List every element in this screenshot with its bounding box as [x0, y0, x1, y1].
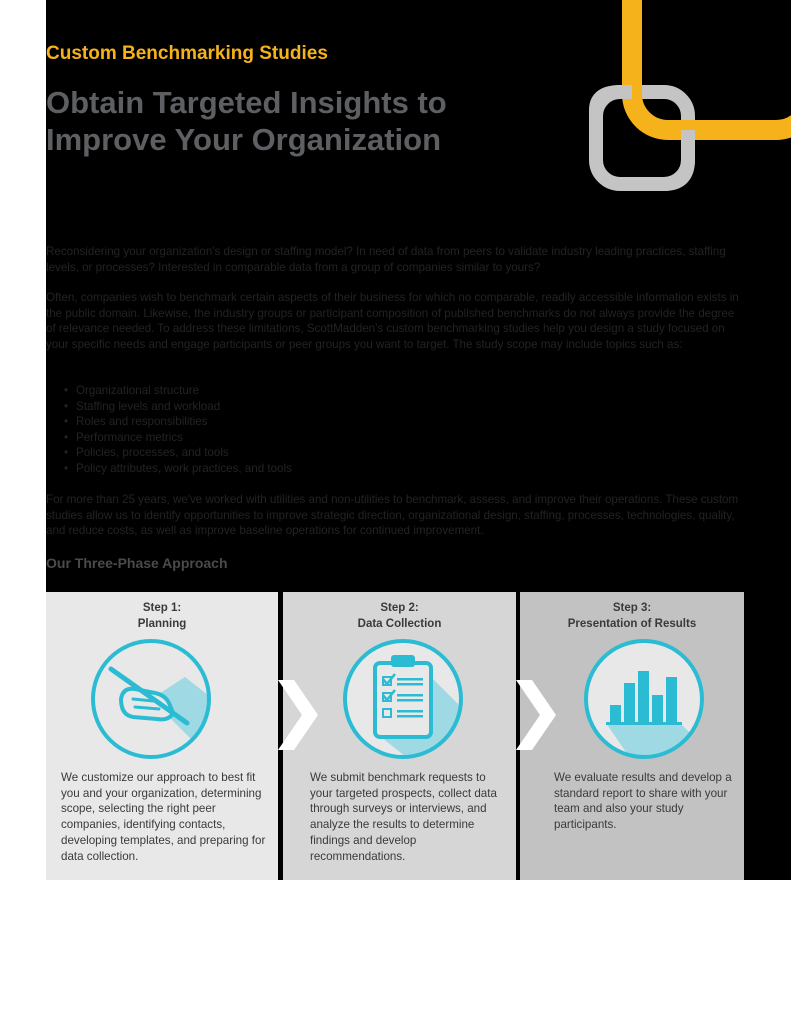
step-description: We evaluate results and develop a standard report to share with your team and also your study participants.	[554, 771, 732, 832]
bar-chart-icon	[582, 637, 706, 761]
step-number: Step 3:	[612, 602, 652, 614]
chevron-right-icon	[272, 680, 320, 750]
step-name: Presentation of Results	[567, 618, 697, 630]
list-item: • Organizational structure	[76, 383, 292, 399]
decorative-squares-graphic	[560, 0, 791, 210]
clipboard-checklist-icon	[341, 637, 465, 761]
step-name: Data Collection	[357, 618, 442, 630]
experience-paragraph: For more than 25 years, we've worked with utilities and non-utilities to benchmark, assess, and improve their operations. These custom studies allow us to identify opportunities to improve strategic direction, organizational design, staffing, processes, technologies, quality, and reduce costs, as well as improve baseline operations for continued improvement.	[46, 493, 739, 537]
document-kicker: Custom Benchmarking Studies	[46, 43, 328, 64]
chevron-right-icon	[510, 680, 558, 750]
list-item: • Roles and responsibilities	[76, 414, 292, 430]
step-name: Planning	[137, 618, 187, 630]
step-panel-planning	[46, 592, 278, 880]
step-heading	[283, 600, 516, 632]
step-heading	[46, 600, 278, 632]
document-title: Obtain Targeted Insights to Improve Your Organization	[46, 85, 447, 157]
list-item: • Policies, processes, and tools	[76, 445, 292, 461]
topics-list	[46, 383, 292, 477]
step-heading	[520, 600, 744, 632]
limitations-paragraph: Often, companies wish to benchmark certain aspects of their business for which no comparable, readily accessible information exists in the public domain. Likewise, the industry groups or participant composition of published benchmarks do not always provide the degree of relevance needed. To address these limitations, ScottMadden's custom benchmarking studies help you design a study focused on your specific needs and engage participants or peer groups you want to target. The study scope may include topics such as:	[46, 291, 739, 351]
step-number: Step 1:	[142, 602, 182, 614]
approach-heading: Our Three-Phase Approach	[46, 555, 228, 571]
hand-writing-icon	[89, 637, 213, 761]
step-description: We submit benchmark requests to your targeted prospects, collect data through surveys or interviews, and analyze the results to determine findings and develop recommendations.	[310, 771, 497, 863]
intro-paragraph: Reconsidering your organization's design or staffing model? In need of data from peers to validate industry leading practices, staffing levels, or processes? Interested in comparable data from a group of companies similar to yours?	[46, 245, 726, 274]
step-description: We customize our approach to best fit you and your organization, determining scope, selecting the right peer companies, identifying contacts, developing templates, and preparing for data collection.	[61, 771, 266, 863]
list-item: • Performance metrics	[76, 430, 292, 446]
list-item: • Policy attributes, work practices, and tools	[76, 461, 292, 477]
list-item: • Staffing levels and workload	[76, 399, 292, 415]
step-number: Step 2:	[380, 602, 419, 614]
